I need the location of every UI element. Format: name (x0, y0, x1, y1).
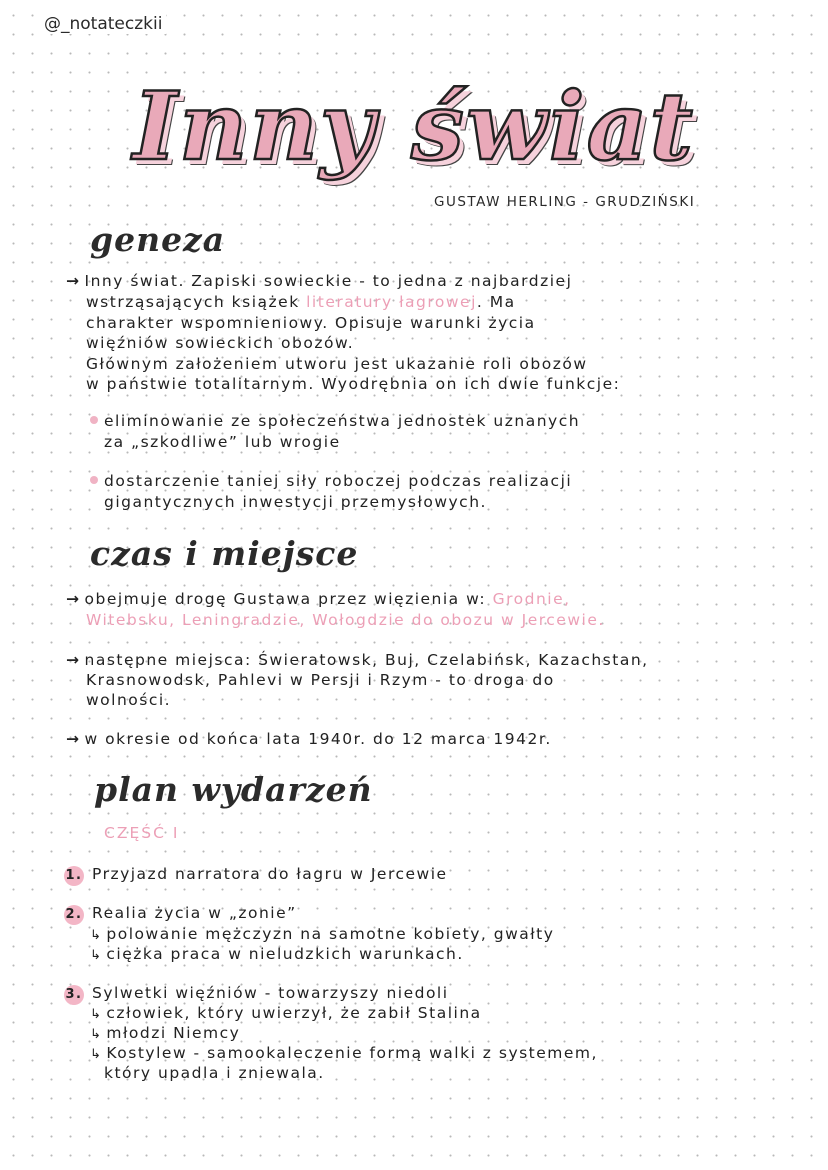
plan-item-3: 3. Sylwetki więźniów - towarzyszy niedoli (64, 984, 449, 1005)
plan-item-3-sub-3-cont: który upadla i zniewala. (104, 1064, 325, 1082)
sub-arrow-icon: ↳ (90, 948, 103, 963)
geneza-paragraph-line-3: charakter wspomnieniowy. Opisuje warunki życia (86, 314, 536, 332)
part-label: CZĘŚĆ I (104, 824, 180, 842)
number-badge: 3. (64, 985, 84, 1005)
arrow-icon: → (66, 272, 81, 290)
geneza-paragraph-line-4: więźniów sowieckich obozów. (86, 334, 355, 352)
czas-item-1-cont: Witebsku, Leningradzie, Wołogdzie do obozu w Jercewie. (86, 611, 605, 629)
arrow-icon: → (66, 590, 81, 608)
sub-arrow-icon: ↳ (90, 1007, 103, 1022)
geneza-paragraph-line-5: Głównym założeniem utworu jest ukazanie roli obozów (86, 355, 588, 373)
number-badge: 2. (64, 905, 84, 925)
arrow-icon: → (66, 730, 81, 748)
geneza-bullet-1-cont: za „szkodliwe” lub wrogie (104, 433, 341, 451)
geneza-paragraph-line-1: → Inny świat. Zapiski sowieckie - to jedna z najbardziej (66, 272, 573, 290)
czas-item-1: → obejmuje drogę Gustawa przez więzienia w: Grodnie, (66, 590, 571, 608)
plan-item-2-sub-2: ↳ ciężka praca w nieludzkich warunkach. (90, 945, 464, 966)
bullet-dot-icon (90, 416, 98, 424)
plan-item-3-sub-1: ↳ człowiek, który uwierzył, że zabił Stalina (90, 1004, 482, 1025)
book-author: GUSTAW HERLING - GRUDZIŃSKI (434, 194, 696, 210)
czas-item-2: → następne miejsca: Świeratowsk, Buj, Czelabińsk, Kazachstan, (66, 651, 649, 669)
geneza-bullet-1: eliminowanie ze społeczeństwa jednostek uznanych (90, 412, 580, 432)
czas-item-2-cont-1: Krasnowodsk, Pahlevi w Persji i Rzym - to droga do (86, 671, 555, 689)
page-title: Inny świat (133, 72, 695, 182)
czas-item-2-cont-2: wolności. (86, 691, 172, 709)
heading-plan-wydarzen: plan wydarzeń (94, 770, 373, 809)
geneza-paragraph-line-6: w państwie totalitarnym. Wyodrębnia on ich dwie funkcje: (86, 375, 621, 393)
author-handle: @_notateczkii (40, 14, 166, 34)
geneza-paragraph-line-2: wstrząsających książek literatury łagrowej. Ma (86, 293, 516, 311)
number-badge: 1. (64, 866, 84, 886)
title-block (0, 72, 828, 202)
plan-item-2: 2. Realia życia w „zonie” (64, 904, 297, 925)
heading-geneza: geneza (90, 220, 226, 259)
plan-item-3-sub-2: ↳ młodzi Niemcy (90, 1024, 240, 1045)
sub-arrow-icon: ↳ (90, 1027, 103, 1042)
highlight-literatura-lagrowa: literatury łagrowej (306, 293, 477, 311)
geneza-bullet-2: dostarczenie taniej siły roboczej podczas realizacji (90, 472, 572, 492)
bullet-dot-icon (90, 476, 98, 484)
heading-czas-i-miejsce: czas i miejsce (90, 534, 359, 573)
czas-item-3: → w okresie od końca lata 1940r. do 12 marca 1942r. (66, 730, 552, 748)
plan-item-2-sub-1: ↳ polowanie mężczyzn na samotne kobiety, gwałty (90, 925, 554, 946)
plan-item-3-sub-3: ↳ Kostylew - samookaleczenie formą walki z systemem, (90, 1044, 598, 1065)
arrow-icon: → (66, 651, 81, 669)
plan-item-1: 1. Przyjazd narratora do łagru w Jercewie (64, 865, 448, 886)
sub-arrow-icon: ↳ (90, 928, 103, 943)
highlight-grodno: Grodnie, (492, 590, 571, 608)
sub-arrow-icon: ↳ (90, 1047, 103, 1062)
geneza-bullet-2-cont: gigantycznych inwestycji przemysłowych. (104, 493, 487, 511)
